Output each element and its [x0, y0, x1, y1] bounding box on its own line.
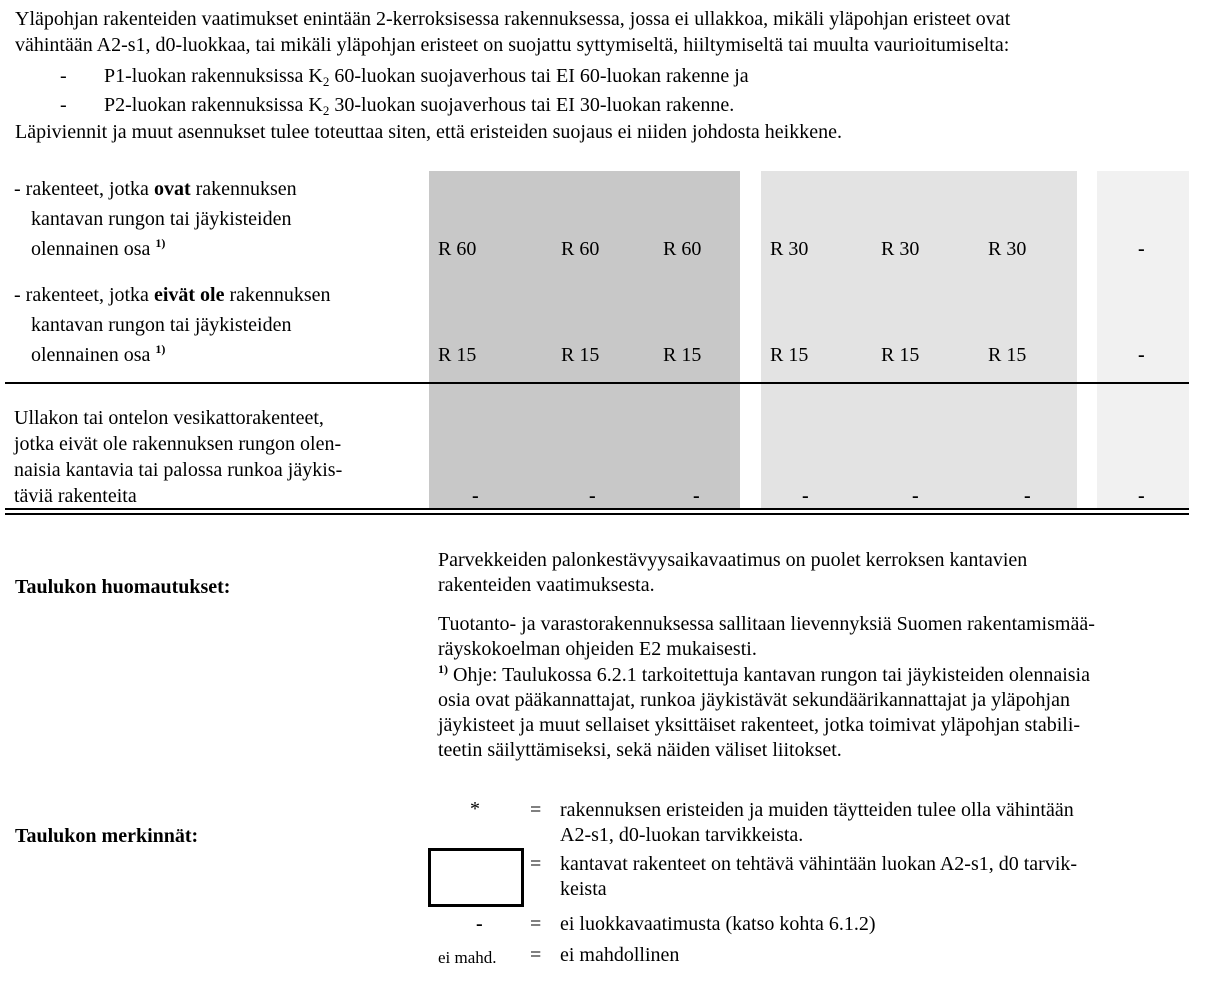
legend-star-symbol: *	[470, 798, 480, 820]
legend-star-line1: rakennuksen eristeiden ja muiden täytteiden tulee olla vähintään	[560, 799, 1074, 821]
bullet-p1-text-a: P1-luokan rakennuksissa K	[104, 65, 323, 87]
notes-heading: Taulukon huomautukset:	[15, 576, 231, 598]
legend-heading: Taulukon merkinnät:	[15, 825, 199, 847]
table-bottom-line-2	[5, 513, 1189, 515]
bullet-dash-1: -	[60, 65, 67, 87]
row1-value-4: R 30	[770, 238, 809, 260]
row3-value-6: -	[1024, 485, 1031, 507]
bullet-p2	[104, 93, 734, 118]
row2-label	[14, 283, 331, 368]
row1-value-7: -	[1138, 238, 1145, 260]
legend-eimahd-symbol: ei mahd.	[438, 948, 497, 967]
legend-eq-3: =	[530, 913, 542, 935]
row3-label-line2: jotka eivät ole rakennuksen rungon olen-	[14, 433, 342, 455]
row2-label-line3: olennainen osa $^{1)}$	[31, 342, 166, 366]
row3-label-line1: Ullakon tai ontelon vesikattorakenteet,	[14, 407, 324, 429]
notes-p3-line3: jäykisteet ja muut sellaiset yksittäiset rakenteet, jotka toimivat yläpohjan stabili-	[438, 714, 1081, 736]
row3-label	[14, 405, 342, 509]
row1-value-3: R 60	[663, 238, 702, 260]
row2-value-4: R 15	[770, 344, 809, 366]
bullet-dash-2: -	[60, 94, 67, 116]
row1-bold-word: ovat	[153, 178, 191, 200]
legend-box-line2: keista	[560, 878, 607, 900]
row1-value-1: R 60	[438, 238, 477, 260]
bullet-p2-text-a: P2-luokan rakennuksissa K	[104, 94, 323, 116]
row1-label-line1: - rakenteet, jotka ovat rakennuksen	[14, 178, 297, 200]
legend-eq-1: =	[530, 799, 542, 821]
intro-line-1: Yläpohjan rakenteiden vaatimukset enintään 2-kerroksisessa rakennuksessa, jossa ei ullakkoa, mikäli yläpohjan eristeet ovat	[15, 8, 1011, 30]
notes-paragraph-2	[438, 612, 1095, 662]
legend-box-symbol	[428, 848, 524, 907]
row2-value-5: R 15	[881, 344, 920, 366]
row2-bold-word: eivät ole	[153, 284, 225, 306]
notes-p1-line1: Parvekkeiden palonkestävyysaikavaatimus on puolet kerroksen kantavien	[438, 549, 1028, 571]
bullet-p1-text-b: 60-luokan suojaverhous tai EI 60-luokan rakenne ja	[329, 65, 749, 87]
notes-p3-line2: osia ovat pääkannattajat, runkoa jäykistävät sekundäärikannattajat ja yläpohjan	[438, 689, 1070, 711]
bullet-p2-sub: 2	[322, 103, 330, 118]
row2-footnote-ref: 1)	[155, 342, 166, 356]
legend-box-text	[560, 852, 1077, 902]
legend-star-line2: A2-s1, d0-luokan tarvikkeista.	[560, 824, 804, 846]
legend-box-line1: kantavat rakenteet on tehtävä vähintään luokan A2-s1, d0 tarvik-	[560, 853, 1078, 875]
bullet-p1	[104, 64, 749, 89]
row3-value-3: -	[693, 485, 700, 507]
legend-star-text	[560, 798, 1074, 848]
row1-label-line2: kantavan rungon tai jäykisteiden	[31, 208, 292, 230]
row3-value-4: -	[802, 485, 809, 507]
row3-value-2: -	[589, 485, 596, 507]
notes-paragraph-1	[438, 548, 1027, 598]
notes-p3-line4: teetin säilyttämiseksi, sekä näiden väliset liitokset.	[438, 739, 842, 761]
bullet-p2-text-b: 30-luokan suojaverhous tai EI 30-luokan rakenne.	[329, 94, 735, 116]
row3-value-7: -	[1138, 485, 1145, 507]
legend-eimahd-text: ei mahdollinen	[560, 944, 680, 966]
legend-dash-symbol: -	[476, 913, 483, 935]
notes-footnote-marker: 1)	[438, 662, 448, 676]
row1-label-line3: olennainen osa $^{1)}$	[31, 236, 166, 260]
row3-value-1: -	[472, 485, 479, 507]
row1-value-2: R 60	[561, 238, 600, 260]
shade-group-last	[1097, 171, 1189, 508]
row2-value-2: R 15	[561, 344, 600, 366]
row2-value-3: R 15	[663, 344, 702, 366]
shade-group-r30	[761, 171, 1077, 508]
row2-label-line1: - rakenteet, jotka eivät ole rakennuksen	[14, 284, 331, 306]
shade-group-r60	[429, 171, 740, 508]
row2-value-1: R 15	[438, 344, 477, 366]
row2-label-line2: kantavan rungon tai jäykisteiden	[31, 314, 292, 336]
intro-line-3: Läpiviennit ja muut asennukset tulee toteuttaa siten, että eristeiden suojaus ei niiden johdosta heikkene.	[15, 121, 842, 143]
row3-label-line3: naisia kantavia tai palossa runkoa jäykis-	[14, 459, 343, 481]
notes-p1-line2: rakenteiden vaatimuksesta.	[438, 574, 655, 596]
legend-eq-2: =	[530, 853, 542, 875]
row1-value-5: R 30	[881, 238, 920, 260]
row2-value-6: R 15	[988, 344, 1027, 366]
bullet-p1-sub: 2	[322, 74, 330, 89]
row3-value-5: -	[912, 485, 919, 507]
notes-p3-line1: $^{1)}$ Ohje: Taulukossa 6.2.1 tarkoitettuja kantavan rungon tai jäykisteiden olennaisia	[438, 662, 1090, 686]
legend-dash-text: ei luokkavaatimusta (katso kohta 6.1.2)	[560, 913, 876, 935]
row1-value-6: R 30	[988, 238, 1027, 260]
row2-value-7: -	[1138, 344, 1145, 366]
intro-line-2: vähintään A2-s1, d0-luokkaa, tai mikäli yläpohjan eristeet on suojattu syttymiseltä, hiiltymiseltä tai muulta vaurioitumiselta:	[15, 34, 1010, 56]
row1-label	[14, 177, 297, 262]
table-divider-line	[5, 382, 1189, 384]
legend-eq-4: =	[530, 944, 542, 966]
row1-footnote-ref: 1)	[155, 236, 166, 250]
row3-label-line4: täviä rakenteita	[14, 485, 137, 507]
notes-paragraph-3	[438, 663, 1090, 763]
notes-p2-line1: Tuotanto- ja varastorakennuksessa sallitaan lievennyksiä Suomen rakentamismää-	[438, 613, 1095, 635]
notes-p2-line2: räyskokoelman ohjeiden E2 mukaisesti.	[438, 638, 757, 660]
